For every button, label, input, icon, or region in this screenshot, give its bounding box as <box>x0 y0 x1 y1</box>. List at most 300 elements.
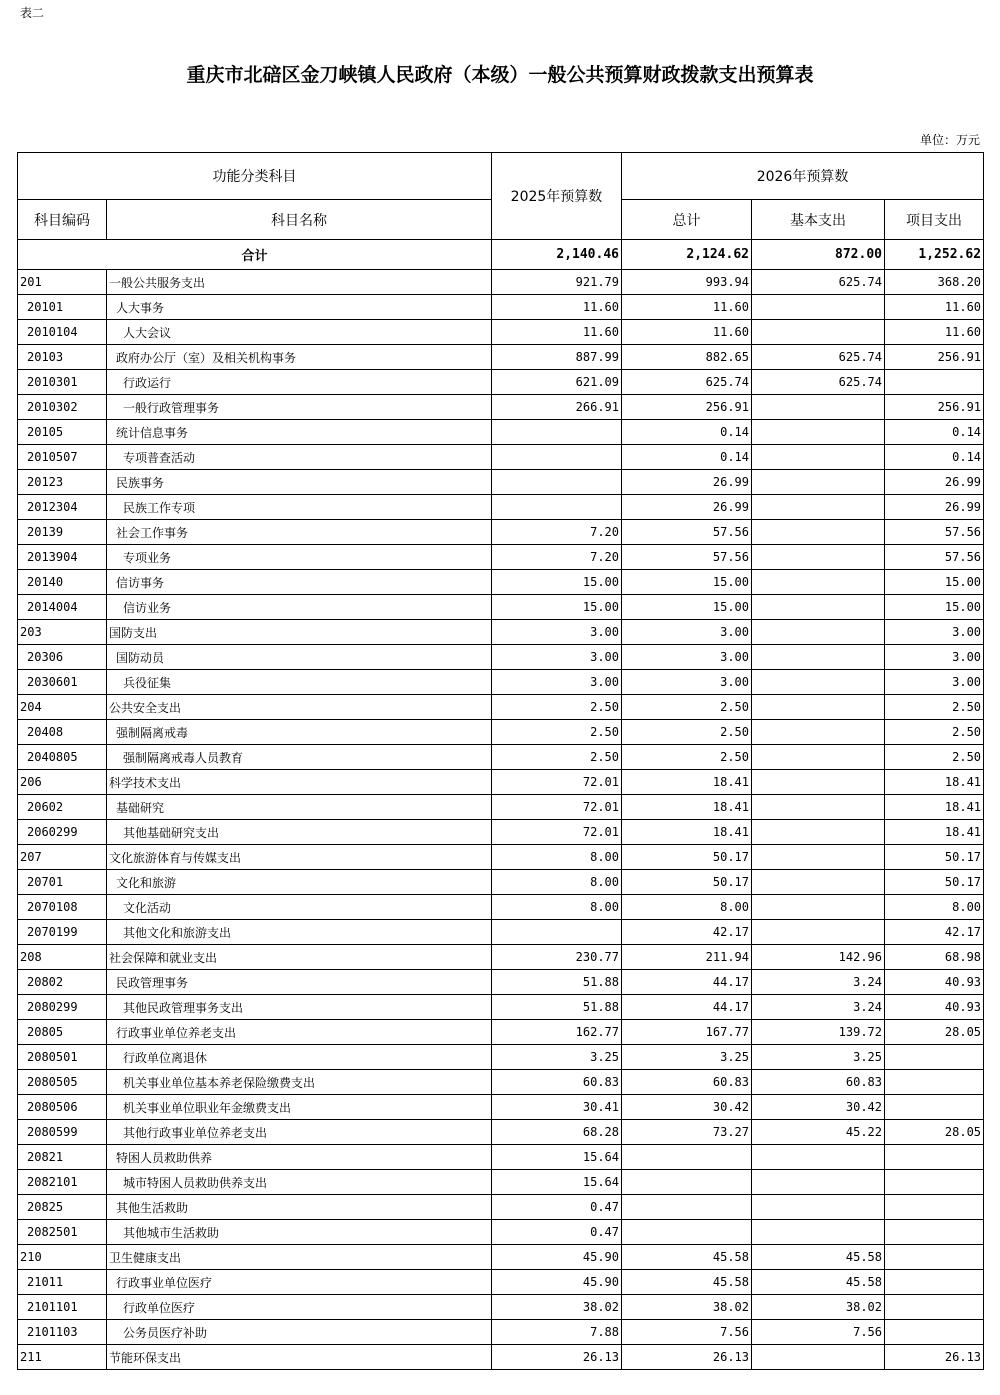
cell-code: 2080299 <box>18 995 107 1020</box>
cell-b2025: 7.20 <box>492 520 622 545</box>
table-row <box>18 820 984 845</box>
table-row <box>18 570 984 595</box>
header-code: 科目编码 <box>18 200 107 240</box>
cell-b2025: 72.01 <box>492 770 622 795</box>
cell-name: 机关事业单位职业年金缴费支出 <box>107 1095 492 1120</box>
cell-name: 社会保障和就业支出 <box>107 945 492 970</box>
cell-basic: 3.24 <box>752 970 885 995</box>
cell-total: 26.99 <box>622 470 752 495</box>
cell-basic: 45.58 <box>752 1245 885 1270</box>
cell-basic <box>752 420 885 445</box>
cell-code: 20123 <box>18 470 107 495</box>
cell-total: 625.74 <box>622 370 752 395</box>
cell-total: 42.17 <box>622 920 752 945</box>
cell-b2025: 15.64 <box>492 1145 622 1170</box>
cell-total: 30.42 <box>622 1095 752 1120</box>
cell-project: 256.91 <box>885 345 984 370</box>
cell-b2025: 0.47 <box>492 1220 622 1245</box>
cell-b2025 <box>492 920 622 945</box>
table-row <box>18 270 984 295</box>
cell-name: 兵役征集 <box>107 670 492 695</box>
cell-name: 信访事务 <box>107 570 492 595</box>
cell-project: 57.56 <box>885 545 984 570</box>
cell-code: 2080506 <box>18 1095 107 1120</box>
cell-total: 882.65 <box>622 345 752 370</box>
table-row <box>18 720 984 745</box>
cell-project <box>885 1220 984 1245</box>
cell-b2025: 72.01 <box>492 820 622 845</box>
cell-name: 国防支出 <box>107 620 492 645</box>
cell-name: 政府办公厅（室）及相关机构事务 <box>107 345 492 370</box>
table-row <box>18 395 984 420</box>
header-name: 科目名称 <box>107 200 492 240</box>
cell-total: 8.00 <box>622 895 752 920</box>
cell-name: 行政事业单位养老支出 <box>107 1020 492 1045</box>
table-row <box>18 495 984 520</box>
cell-total: 18.41 <box>622 770 752 795</box>
cell-total: 0.14 <box>622 445 752 470</box>
table-row <box>18 745 984 770</box>
cell-name: 国防动员 <box>107 645 492 670</box>
page-title: 重庆市北碚区金刀峡镇人民政府（本级）一般公共预算财政拨款支出预算表 <box>186 64 814 86</box>
table-row <box>18 1270 984 1295</box>
cell-b2025: 3.25 <box>492 1045 622 1070</box>
cell-name: 信访业务 <box>107 595 492 620</box>
cell-basic <box>752 695 885 720</box>
cell-project <box>885 1095 984 1120</box>
header-project: 项目支出 <box>885 200 984 240</box>
cell-name: 文化旅游体育与传媒支出 <box>107 845 492 870</box>
cell-name: 卫生健康支出 <box>107 1245 492 1270</box>
table-row <box>18 1095 984 1120</box>
cell-code: 201 <box>18 270 107 295</box>
cell-b2025: 162.77 <box>492 1020 622 1045</box>
cell-name: 其他行政事业单位养老支出 <box>107 1120 492 1145</box>
cell-basic <box>752 295 885 320</box>
cell-name: 文化和旅游 <box>107 870 492 895</box>
total-label: 合计 <box>18 240 492 270</box>
unit-label: 单位：万元 <box>919 133 980 147</box>
cell-total: 18.41 <box>622 820 752 845</box>
total-row <box>18 240 984 270</box>
cell-b2025: 51.88 <box>492 970 622 995</box>
cell-total: 44.17 <box>622 970 752 995</box>
cell-total: 256.91 <box>622 395 752 420</box>
header-total: 总计 <box>622 200 752 240</box>
cell-total: 0.14 <box>622 420 752 445</box>
cell-project <box>885 1170 984 1195</box>
cell-basic <box>752 395 885 420</box>
cell-project: 15.00 <box>885 570 984 595</box>
table-row <box>18 620 984 645</box>
cell-b2025: 3.00 <box>492 645 622 670</box>
cell-total: 2.50 <box>622 745 752 770</box>
cell-name: 民族事务 <box>107 470 492 495</box>
cell-b2025 <box>492 445 622 470</box>
cell-code: 20306 <box>18 645 107 670</box>
table-row <box>18 945 984 970</box>
header-func-class: 功能分类科目 <box>18 153 492 200</box>
cell-total <box>622 1145 752 1170</box>
cell-total: 50.17 <box>622 870 752 895</box>
cell-total: 167.77 <box>622 1020 752 1045</box>
total-project: 1,252.62 <box>885 240 984 270</box>
cell-b2025 <box>492 420 622 445</box>
cell-total: 11.60 <box>622 295 752 320</box>
cell-project: 18.41 <box>885 770 984 795</box>
cell-total: 3.00 <box>622 670 752 695</box>
cell-b2025: 11.60 <box>492 320 622 345</box>
cell-project: 3.00 <box>885 620 984 645</box>
cell-name: 其他城市生活救助 <box>107 1220 492 1245</box>
cell-name: 机关事业单位基本养老保险缴费支出 <box>107 1070 492 1095</box>
cell-basic <box>752 895 885 920</box>
cell-total: 211.94 <box>622 945 752 970</box>
cell-code: 2010302 <box>18 395 107 420</box>
cell-basic <box>752 320 885 345</box>
cell-project: 3.00 <box>885 670 984 695</box>
cell-name: 其他生活救助 <box>107 1195 492 1220</box>
cell-code: 204 <box>18 695 107 720</box>
cell-basic <box>752 870 885 895</box>
cell-code: 21011 <box>18 1270 107 1295</box>
cell-project: 26.99 <box>885 495 984 520</box>
cell-basic <box>752 770 885 795</box>
cell-basic <box>752 795 885 820</box>
cell-basic <box>752 820 885 845</box>
cell-name: 行政运行 <box>107 370 492 395</box>
cell-code: 2010104 <box>18 320 107 345</box>
budget-table <box>17 152 984 1370</box>
cell-basic <box>752 1220 885 1245</box>
cell-project: 3.00 <box>885 645 984 670</box>
cell-name: 公共安全支出 <box>107 695 492 720</box>
cell-basic <box>752 1170 885 1195</box>
cell-project: 50.17 <box>885 870 984 895</box>
cell-name: 科学技术支出 <box>107 770 492 795</box>
cell-basic: 3.25 <box>752 1045 885 1070</box>
cell-basic: 45.22 <box>752 1120 885 1145</box>
cell-b2025: 7.20 <box>492 545 622 570</box>
cell-project: 2.50 <box>885 745 984 770</box>
cell-basic <box>752 570 885 595</box>
cell-b2025: 3.00 <box>492 620 622 645</box>
cell-basic <box>752 1345 885 1370</box>
cell-b2025: 8.00 <box>492 845 622 870</box>
table-row <box>18 845 984 870</box>
cell-name: 一般行政管理事务 <box>107 395 492 420</box>
cell-code: 20101 <box>18 295 107 320</box>
table-row <box>18 1045 984 1070</box>
cell-project: 11.60 <box>885 320 984 345</box>
cell-b2025: 0.47 <box>492 1195 622 1220</box>
total-basic: 872.00 <box>752 240 885 270</box>
cell-code: 2030601 <box>18 670 107 695</box>
cell-project <box>885 1195 984 1220</box>
table-row <box>18 795 984 820</box>
cell-basic <box>752 470 885 495</box>
cell-code: 2080505 <box>18 1070 107 1095</box>
cell-b2025: 3.00 <box>492 670 622 695</box>
header-budget-2025: 2025年预算数 <box>492 153 622 240</box>
header-basic: 基本支出 <box>752 200 885 240</box>
cell-b2025: 887.99 <box>492 345 622 370</box>
cell-name: 统计信息事务 <box>107 420 492 445</box>
cell-project: 57.56 <box>885 520 984 545</box>
cell-b2025: 2.50 <box>492 695 622 720</box>
cell-code: 2080501 <box>18 1045 107 1070</box>
total-b2025: 2,140.46 <box>492 240 622 270</box>
cell-name: 文化活动 <box>107 895 492 920</box>
cell-name: 公务员医疗补助 <box>107 1320 492 1345</box>
cell-basic: 625.74 <box>752 270 885 295</box>
cell-code: 20701 <box>18 870 107 895</box>
cell-b2025: 8.00 <box>492 870 622 895</box>
cell-basic: 625.74 <box>752 370 885 395</box>
cell-project: 18.41 <box>885 795 984 820</box>
cell-project: 28.05 <box>885 1020 984 1045</box>
cell-code: 20103 <box>18 345 107 370</box>
table-row <box>18 545 984 570</box>
cell-code: 2014004 <box>18 595 107 620</box>
cell-code: 2082101 <box>18 1170 107 1195</box>
cell-total: 15.00 <box>622 570 752 595</box>
table-row <box>18 1195 984 1220</box>
cell-code: 20825 <box>18 1195 107 1220</box>
table-row <box>18 1145 984 1170</box>
cell-basic <box>752 720 885 745</box>
cell-total <box>622 1195 752 1220</box>
cell-project <box>885 1045 984 1070</box>
table-row <box>18 295 984 320</box>
cell-project: 40.93 <box>885 970 984 995</box>
cell-total: 73.27 <box>622 1120 752 1145</box>
cell-total: 60.83 <box>622 1070 752 1095</box>
table-row <box>18 320 984 345</box>
cell-code: 2070108 <box>18 895 107 920</box>
cell-code: 208 <box>18 945 107 970</box>
cell-name: 行政事业单位医疗 <box>107 1270 492 1295</box>
cell-basic <box>752 1145 885 1170</box>
cell-name: 一般公共服务支出 <box>107 270 492 295</box>
cell-project: 18.41 <box>885 820 984 845</box>
cell-b2025: 45.90 <box>492 1245 622 1270</box>
cell-code: 2101101 <box>18 1295 107 1320</box>
cell-total: 57.56 <box>622 520 752 545</box>
cell-code: 206 <box>18 770 107 795</box>
cell-b2025 <box>492 470 622 495</box>
cell-total: 993.94 <box>622 270 752 295</box>
table-row <box>18 1070 984 1095</box>
cell-project: 256.91 <box>885 395 984 420</box>
cell-project <box>885 1295 984 1320</box>
cell-name: 民政管理事务 <box>107 970 492 995</box>
cell-b2025: 68.28 <box>492 1120 622 1145</box>
cell-basic <box>752 495 885 520</box>
cell-total: 44.17 <box>622 995 752 1020</box>
cell-b2025: 72.01 <box>492 795 622 820</box>
cell-b2025: 15.64 <box>492 1170 622 1195</box>
cell-project: 8.00 <box>885 895 984 920</box>
cell-code: 211 <box>18 1345 107 1370</box>
cell-project <box>885 1145 984 1170</box>
cell-code: 2101103 <box>18 1320 107 1345</box>
table-row <box>18 920 984 945</box>
cell-b2025: 921.79 <box>492 270 622 295</box>
cell-project: 42.17 <box>885 920 984 945</box>
cell-basic: 45.58 <box>752 1270 885 1295</box>
cell-basic <box>752 645 885 670</box>
cell-code: 207 <box>18 845 107 870</box>
cell-basic <box>752 745 885 770</box>
total-total: 2,124.62 <box>622 240 752 270</box>
cell-b2025: 38.02 <box>492 1295 622 1320</box>
cell-code: 20802 <box>18 970 107 995</box>
cell-code: 20140 <box>18 570 107 595</box>
cell-code: 20602 <box>18 795 107 820</box>
cell-basic <box>752 545 885 570</box>
cell-code: 2080599 <box>18 1120 107 1145</box>
cell-name: 强制隔离戒毒人员教育 <box>107 745 492 770</box>
cell-b2025: 7.88 <box>492 1320 622 1345</box>
cell-project <box>885 370 984 395</box>
cell-project: 50.17 <box>885 845 984 870</box>
cell-basic: 60.83 <box>752 1070 885 1095</box>
table-row <box>18 445 984 470</box>
cell-project: 40.93 <box>885 995 984 1020</box>
cell-name: 城市特困人员救助供养支出 <box>107 1170 492 1195</box>
cell-name: 节能环保支出 <box>107 1345 492 1370</box>
cell-total: 7.56 <box>622 1320 752 1345</box>
cell-b2025: 51.88 <box>492 995 622 1020</box>
cell-basic: 142.96 <box>752 945 885 970</box>
cell-project: 15.00 <box>885 595 984 620</box>
cell-total: 3.00 <box>622 620 752 645</box>
cell-total: 26.13 <box>622 1345 752 1370</box>
header-budget-2026: 2026年预算数 <box>622 153 984 200</box>
cell-project: 26.13 <box>885 1345 984 1370</box>
cell-project <box>885 1245 984 1270</box>
cell-project: 26.99 <box>885 470 984 495</box>
cell-total: 15.00 <box>622 595 752 620</box>
cell-b2025: 266.91 <box>492 395 622 420</box>
table-row <box>18 345 984 370</box>
table-label: 表二 <box>20 6 45 20</box>
cell-basic: 7.56 <box>752 1320 885 1345</box>
cell-total: 26.99 <box>622 495 752 520</box>
cell-code: 20805 <box>18 1020 107 1045</box>
table-row <box>18 1020 984 1045</box>
cell-project: 2.50 <box>885 720 984 745</box>
table-row <box>18 695 984 720</box>
cell-total <box>622 1220 752 1245</box>
cell-b2025: 26.13 <box>492 1345 622 1370</box>
cell-name: 其他基础研究支出 <box>107 820 492 845</box>
cell-project <box>885 1320 984 1345</box>
cell-code: 2070199 <box>18 920 107 945</box>
table-row <box>18 420 984 445</box>
cell-total: 3.25 <box>622 1045 752 1070</box>
table-row <box>18 595 984 620</box>
cell-name: 社会工作事务 <box>107 520 492 545</box>
table-row <box>18 670 984 695</box>
table-row <box>18 970 984 995</box>
cell-basic: 38.02 <box>752 1295 885 1320</box>
table-row <box>18 895 984 920</box>
cell-basic: 30.42 <box>752 1095 885 1120</box>
cell-code: 203 <box>18 620 107 645</box>
cell-b2025: 60.83 <box>492 1070 622 1095</box>
cell-name: 民族工作专项 <box>107 495 492 520</box>
cell-total: 45.58 <box>622 1270 752 1295</box>
cell-basic: 3.24 <box>752 995 885 1020</box>
cell-basic <box>752 520 885 545</box>
cell-code: 20408 <box>18 720 107 745</box>
table-row <box>18 770 984 795</box>
cell-project <box>885 1270 984 1295</box>
cell-name: 专项普查活动 <box>107 445 492 470</box>
cell-total: 45.58 <box>622 1245 752 1270</box>
table-row <box>18 1245 984 1270</box>
cell-name: 基础研究 <box>107 795 492 820</box>
cell-b2025: 230.77 <box>492 945 622 970</box>
cell-total <box>622 1170 752 1195</box>
table-row <box>18 520 984 545</box>
table-row <box>18 1345 984 1370</box>
cell-name: 强制隔离戒毒 <box>107 720 492 745</box>
cell-total: 57.56 <box>622 545 752 570</box>
cell-b2025: 15.00 <box>492 595 622 620</box>
cell-name: 其他民政管理事务支出 <box>107 995 492 1020</box>
cell-basic <box>752 920 885 945</box>
cell-project: 368.20 <box>885 270 984 295</box>
cell-basic <box>752 620 885 645</box>
cell-basic <box>752 1195 885 1220</box>
cell-project <box>885 1070 984 1095</box>
cell-project: 28.05 <box>885 1120 984 1145</box>
cell-b2025: 15.00 <box>492 570 622 595</box>
cell-total: 11.60 <box>622 320 752 345</box>
cell-code: 2013904 <box>18 545 107 570</box>
cell-name: 人大会议 <box>107 320 492 345</box>
table-row <box>18 1120 984 1145</box>
cell-basic: 139.72 <box>752 1020 885 1045</box>
table-row <box>18 1220 984 1245</box>
cell-total: 18.41 <box>622 795 752 820</box>
cell-name: 特困人员救助供养 <box>107 1145 492 1170</box>
cell-b2025: 2.50 <box>492 745 622 770</box>
cell-code: 20821 <box>18 1145 107 1170</box>
cell-project: 0.14 <box>885 445 984 470</box>
cell-basic <box>752 670 885 695</box>
table-row <box>18 1170 984 1195</box>
table-row <box>18 1320 984 1345</box>
cell-code: 20105 <box>18 420 107 445</box>
cell-code: 2010507 <box>18 445 107 470</box>
table-row <box>18 870 984 895</box>
cell-basic <box>752 445 885 470</box>
cell-code: 2012304 <box>18 495 107 520</box>
cell-total: 2.50 <box>622 720 752 745</box>
cell-b2025: 2.50 <box>492 720 622 745</box>
table-row <box>18 470 984 495</box>
table-row <box>18 1295 984 1320</box>
cell-project: 2.50 <box>885 695 984 720</box>
cell-code: 2040805 <box>18 745 107 770</box>
cell-basic: 625.74 <box>752 345 885 370</box>
cell-code: 210 <box>18 1245 107 1270</box>
cell-total: 38.02 <box>622 1295 752 1320</box>
